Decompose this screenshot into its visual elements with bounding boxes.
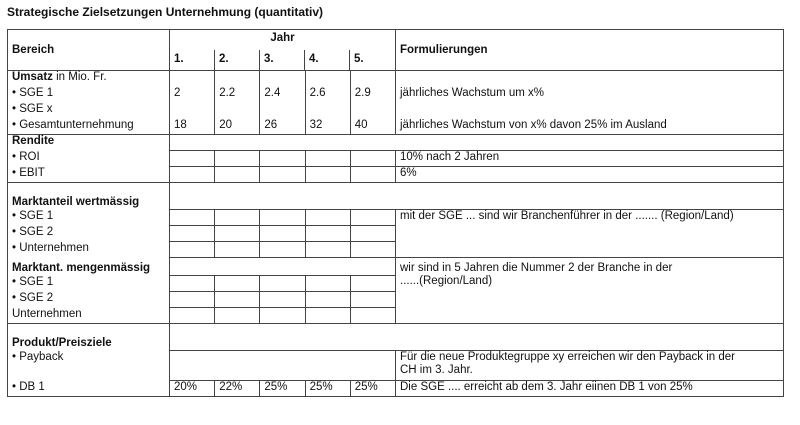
formulierung xyxy=(396,258,784,324)
document-title: Strategische Zielsetzungen Unternehmung (quantitativ) xyxy=(7,5,324,19)
row-label: • SGE x xyxy=(8,103,170,119)
formulierung: mit der SGE ... sind wir Branchenführer in der ....... (Region/Land) xyxy=(396,210,784,258)
header-year-3: 3. xyxy=(260,50,305,70)
marktanteil-menge-label: Marktant. mengenmässig xyxy=(8,258,170,276)
umsatz-label: Umsatz in Mio. Fr. xyxy=(8,71,170,87)
header-row xyxy=(8,30,784,71)
formulierung: 6% xyxy=(396,167,784,183)
header-jahr-group xyxy=(170,30,396,71)
header-year-4: 4. xyxy=(305,50,350,70)
rendite-label: Rendite xyxy=(8,135,170,151)
value-y4: 32 xyxy=(305,119,350,135)
formulierung-line: Für die neue Produktegruppe xy erreichen wir den Payback in der xyxy=(400,351,735,363)
header-year-2: 2. xyxy=(215,50,260,70)
value-y1: 2 xyxy=(170,87,215,103)
row-label: • ROI xyxy=(8,151,170,167)
marktanteil-wert-label: Marktanteil wertmässig xyxy=(8,183,170,210)
value-y3: 26 xyxy=(260,119,305,135)
produkt-label: Produkt/Preisziele xyxy=(8,324,170,351)
row-label: • SGE 1 xyxy=(8,87,170,103)
header-year-5: 5. xyxy=(354,53,364,65)
value-y5: 2.9 xyxy=(350,87,395,103)
value-y5: 40 xyxy=(350,119,395,135)
header-year-1: 1. xyxy=(170,50,215,70)
rendite-row-ebit xyxy=(8,167,784,183)
value-y4: 2.6 xyxy=(305,87,350,103)
formulierung-line: ......(Region/Land) xyxy=(400,275,493,287)
produkt-label-row xyxy=(8,324,784,351)
marktanteil-wert-row xyxy=(8,210,784,226)
umsatz-row-sgex xyxy=(8,103,784,119)
value-y2: 20 xyxy=(215,119,260,135)
goals-table xyxy=(7,29,784,397)
value-y5: 25% xyxy=(350,381,395,397)
row-label: • SGE 1 xyxy=(8,210,170,226)
umsatz-row-sge1 xyxy=(8,87,784,103)
value-y3: 25% xyxy=(260,381,305,397)
value-y1: 18 xyxy=(170,119,215,135)
row-label: • DB 1 xyxy=(8,381,170,397)
formulierung: 10% nach 2 Jahren xyxy=(396,151,784,167)
row-label: • Gesamtunternehmung xyxy=(8,119,170,135)
value-y2: 22% xyxy=(215,381,260,397)
row-label: • Payback xyxy=(8,351,170,381)
row-label: • EBIT xyxy=(8,167,170,183)
umsatz-label-row xyxy=(8,71,784,87)
header-formulierungen: Formulierungen xyxy=(396,30,784,71)
formulierung: jährliches Wachstum um x% xyxy=(396,87,784,103)
formulierung xyxy=(396,351,784,381)
value-y3: 2.4 xyxy=(260,87,305,103)
produkt-row-payback xyxy=(8,351,784,381)
formulierung: jährliches Wachstum von x% davon 25% im Ausland xyxy=(396,119,784,135)
row-label: • SGE 2 xyxy=(8,226,170,242)
header-jahr: Jahr xyxy=(270,32,295,44)
value-y4: 25% xyxy=(305,381,350,397)
value-y2: 2.2 xyxy=(215,87,260,103)
header-years xyxy=(170,50,395,70)
rendite-label-row xyxy=(8,135,784,151)
row-label: • Unternehmen xyxy=(8,242,170,258)
formulierung: Die SGE .... erreicht ab dem 3. Jahr eiinen DB 1 von 25% xyxy=(396,381,784,397)
produkt-row-db1 xyxy=(8,381,784,397)
rendite-row-roi xyxy=(8,151,784,167)
umsatz-row-gesamt xyxy=(8,119,784,135)
row-label: Unternehmen xyxy=(8,308,170,324)
value-y1: 20% xyxy=(170,381,215,397)
row-label: • SGE 1 xyxy=(8,276,170,292)
formulierung-line: CH im 3. Jahr. xyxy=(400,364,473,376)
formulierung-line: wir sind in 5 Jahren die Nummer 2 der Branche in der xyxy=(400,262,673,274)
header-bereich: Bereich xyxy=(8,30,170,71)
marktanteil-menge-label-row xyxy=(8,258,784,276)
row-label: • SGE 2 xyxy=(8,292,170,308)
marktanteil-wert-label-row xyxy=(8,183,784,210)
